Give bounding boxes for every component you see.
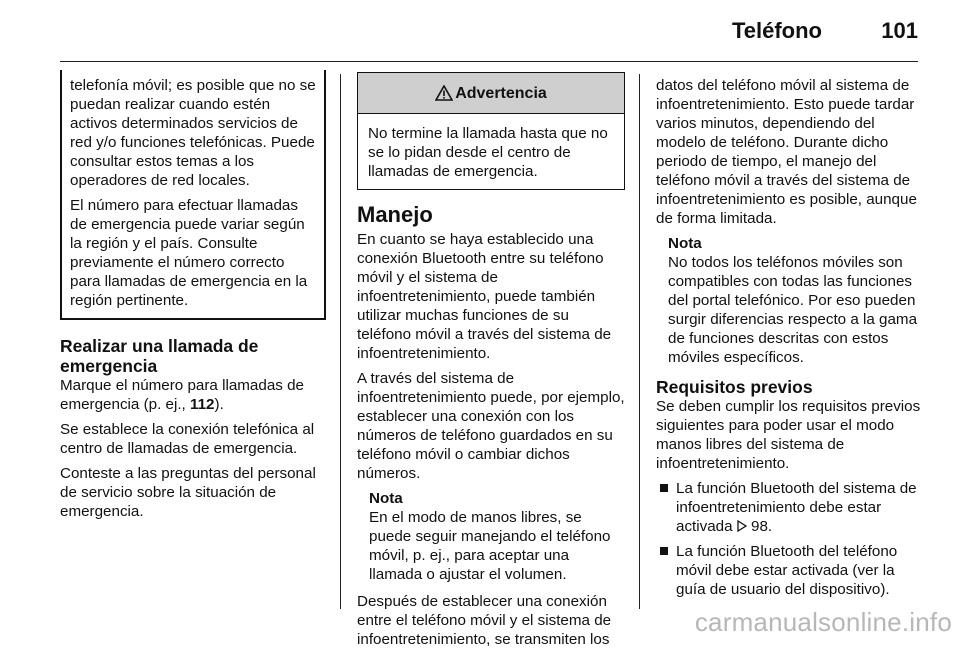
emergency-dial-paragraph: Marque el número para llamadas de emergencia (p. ej., 112).: [60, 377, 304, 413]
header-divider: [60, 61, 918, 62]
note-text: En el modo de manos libres, se puede seguir manejando el teléfono móvil, p. ej., para aceptar una llamada o ajustar el volumen.: [369, 509, 611, 583]
note-label-2: Nota: [668, 235, 702, 252]
bullet-square-icon: [660, 547, 668, 555]
warning-title: Advertencia: [455, 84, 547, 102]
warning-box: [357, 72, 625, 190]
warning-header: [358, 73, 624, 114]
page-reference[interactable]: 98.: [751, 518, 773, 535]
manejo-paragraph-3: Después de establecer una conexión entre el teléfono móvil y el sistema de infoentretenimiento, se transmiten los: [357, 593, 612, 648]
data-transfer-paragraph: datos del teléfono móvil al sistema de infoentretenimiento. Esto puede tardar varios minutos, dependiendo del modelo de teléfono. Durante dicho periodo de tiempo, el manejo del teléfono móvil a través del sistema de infoentretenimiento es posible, aunque de forma limitada.: [656, 77, 917, 227]
page-number: 101: [881, 18, 918, 43]
column-divider-1: [340, 74, 341, 609]
info-box-continued: [60, 70, 326, 320]
list-item: La función Bluetooth del sistema de infoentretenimiento debe estar activada 98.: [656, 479, 924, 536]
warning-text: No termine la llamada hasta que no se lo pidan desde el centro de llamadas de emergencia.: [368, 125, 608, 180]
bullet-square-icon: [660, 484, 668, 492]
list-item: La función Bluetooth del teléfono móvil debe estar activada (ver la guía de usuario del dispositivo).: [656, 542, 924, 599]
page-section-title: Teléfono: [731, 18, 822, 43]
column-divider-2: [639, 74, 640, 609]
note-block: [369, 489, 625, 584]
manejo-heading: Manejo: [357, 202, 433, 227]
requirements-paragraph: Se deben cumplir los requisitos previos siguientes para poder usar el modo manos libres del sistema de infoentretenimiento.: [656, 398, 921, 472]
info-box-paragraph-2: El número para efectuar llamadas de emergencia puede variar según la región y el país. Consulte previamente el número correcto para llamadas de emergencia en la región pertinente.: [70, 197, 308, 309]
watermark: carmanualsonline.info: [694, 607, 952, 637]
column-3: [656, 76, 924, 605]
emergency-number: 112: [190, 396, 215, 413]
info-box-paragraph-1: telefonía móvil; es posible que no se puedan realizar cuando estén activos determinados servicios de red y/o funciones telefónicas. Puede consultar estos temas a los operadores de red locales.: [70, 77, 316, 189]
warning-triangle-icon: [435, 85, 453, 101]
column-2: [357, 72, 625, 655]
manejo-paragraph-2: A través del sistema de infoentretenimiento puede, por ejemplo, establecer una conexión con los números de teléfono guardados en su teléfono móvil o cambiar dichos números.: [357, 370, 625, 482]
answer-questions-paragraph: Conteste a las preguntas del personal de servicio sobre la situación de emergencia.: [60, 465, 316, 520]
note-text-2: No todos los teléfonos móviles son compatibles con todas las funciones del portal telefónico. Por eso pueden surgir diferencias respecto a la gama de funciones descritas con estos móviles específicos.: [668, 254, 918, 366]
emergency-call-heading: Realizar una llamada de emergencia: [60, 336, 259, 376]
page-reference-arrow-icon: [737, 520, 747, 532]
requirements-heading: Requisitos previos: [656, 377, 813, 397]
note-block-2: [668, 234, 924, 367]
connection-paragraph: Se establece la conexión telefónica al centro de llamadas de emergencia.: [60, 421, 315, 457]
note-label: Nota: [369, 490, 403, 507]
manejo-paragraph-1: En cuanto se haya establecido una conexión Bluetooth entre su teléfono móvil y el sistema de infoentretenimiento, puede también utilizar muchas funciones de su teléfono móvil a través del sistema de infoentretenimiento.: [357, 231, 612, 362]
column-1: [60, 72, 326, 527]
